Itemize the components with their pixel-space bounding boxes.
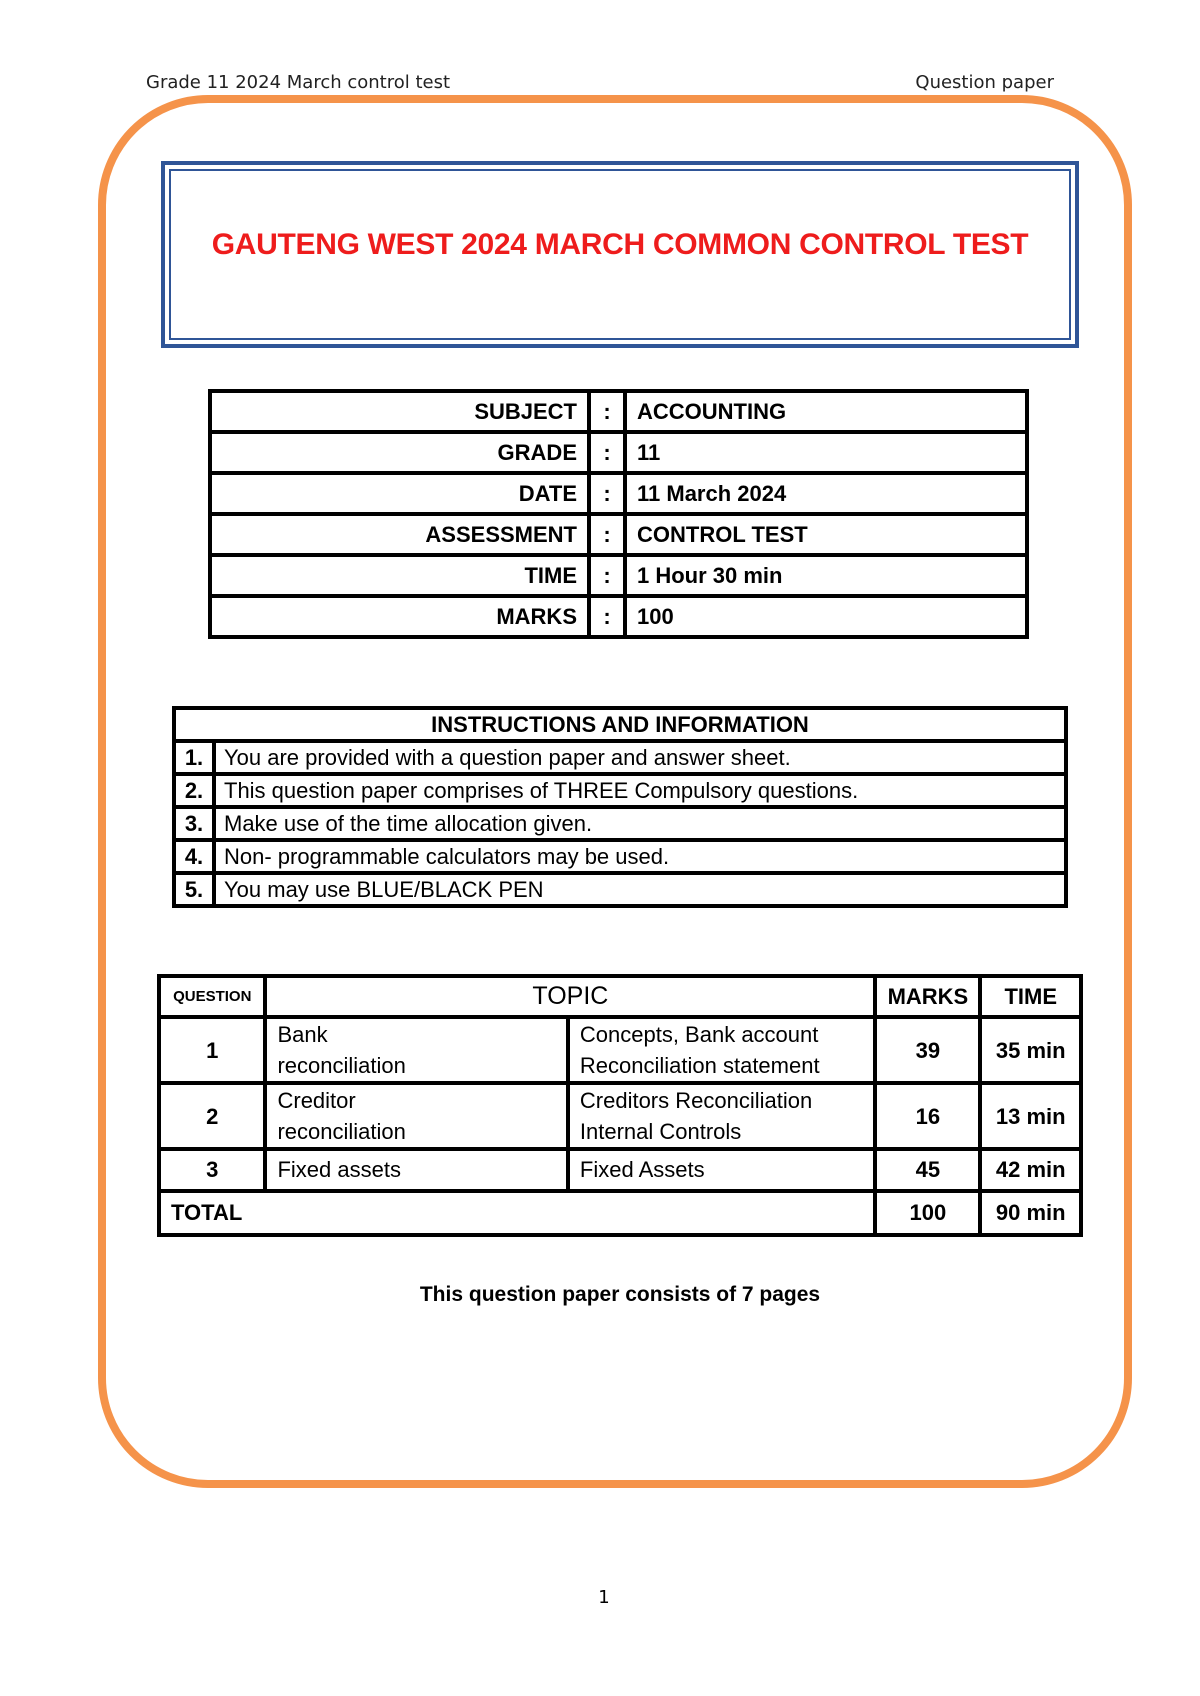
info-label: SUBJECT: [210, 391, 589, 432]
instruction-number: 3.: [174, 807, 214, 840]
instruction-number: 4.: [174, 840, 214, 873]
instruction-text: You are provided with a question paper and answer sheet.: [214, 741, 1066, 774]
header-question: QUESTION: [159, 976, 265, 1017]
total-label: TOTAL: [159, 1191, 875, 1235]
question-row: [159, 1083, 1081, 1149]
info-separator: :: [589, 555, 625, 596]
instructions-heading-row: [174, 708, 1066, 741]
question-marks: 16: [875, 1083, 980, 1149]
question-subtopic: Fixed Assets: [568, 1149, 875, 1191]
total-row: [159, 1191, 1081, 1235]
question-row: [159, 1149, 1081, 1191]
info-row: [210, 555, 1027, 596]
info-label: MARKS: [210, 596, 589, 637]
question-number: 3: [159, 1149, 265, 1191]
question-marks: 45: [875, 1149, 980, 1191]
header-left: Grade 11 2024 March control test: [146, 72, 451, 93]
info-separator: :: [589, 514, 625, 555]
instruction-number: 2.: [174, 774, 214, 807]
question-number: 2: [159, 1083, 265, 1149]
subtopic-line: Reconciliation statement: [579, 1053, 820, 1078]
info-label: TIME: [210, 555, 589, 596]
question-time: 35 min: [980, 1017, 1081, 1083]
question-time: 13 min: [980, 1083, 1081, 1149]
title-inner-border: [169, 169, 1071, 340]
info-row: [210, 432, 1027, 473]
instruction-number: 5.: [174, 873, 214, 906]
instruction-row: [174, 807, 1066, 840]
question-topic: [265, 1083, 567, 1149]
instruction-text: Non- programmable calculators may be used.: [214, 840, 1066, 873]
page-count-note: This question paper consists of 7 pages: [419, 1283, 821, 1306]
info-row: [210, 514, 1027, 555]
instruction-text: This question paper comprises of THREE Compulsory questions.: [214, 774, 1066, 807]
topic-line: Creditor: [277, 1088, 356, 1113]
question-subtopic: [568, 1083, 875, 1149]
questions-header-row: [159, 976, 1081, 1017]
subtopic-line: Concepts, Bank account: [579, 1022, 819, 1047]
info-row: [210, 473, 1027, 514]
info-row: [210, 391, 1027, 432]
page-title: GAUTENG WEST 2024 MARCH COMMON CONTROL TEST: [211, 227, 1029, 261]
title-box: [161, 161, 1079, 348]
info-value: 11: [625, 432, 1027, 473]
subtopic-line: Creditors Reconciliation: [579, 1088, 813, 1113]
question-topic: [265, 1017, 567, 1083]
instructions-table: [172, 706, 1068, 908]
instructions-heading: INSTRUCTIONS AND INFORMATION: [174, 708, 1066, 741]
question-time: 42 min: [980, 1149, 1081, 1191]
header-right: Question paper: [915, 72, 1054, 93]
info-label: ASSESSMENT: [210, 514, 589, 555]
info-separator: :: [589, 432, 625, 473]
info-value: CONTROL TEST: [625, 514, 1027, 555]
header-topic: TOPIC: [265, 976, 875, 1017]
total-time: 90 min: [980, 1191, 1081, 1235]
info-label: GRADE: [210, 432, 589, 473]
info-value: 11 March 2024: [625, 473, 1027, 514]
topic-line: reconciliation: [277, 1053, 406, 1078]
info-value: ACCOUNTING: [625, 391, 1027, 432]
instruction-row: [174, 774, 1066, 807]
info-separator: :: [589, 473, 625, 514]
header-marks: MARKS: [875, 976, 980, 1017]
questions-table: [157, 974, 1083, 1237]
info-separator: :: [589, 596, 625, 637]
info-value: 1 Hour 30 min: [625, 555, 1027, 596]
info-label: DATE: [210, 473, 589, 514]
header-time: TIME: [980, 976, 1081, 1017]
question-marks: 39: [875, 1017, 980, 1083]
question-subtopic: [568, 1017, 875, 1083]
question-topic: Fixed assets: [265, 1149, 567, 1191]
instruction-row: [174, 840, 1066, 873]
instruction-number: 1.: [174, 741, 214, 774]
total-marks: 100: [875, 1191, 980, 1235]
instruction-row: [174, 873, 1066, 906]
info-value: 100: [625, 596, 1027, 637]
info-table: [208, 389, 1029, 639]
subtopic-line: Internal Controls: [579, 1119, 742, 1144]
topic-line: Bank: [277, 1022, 328, 1047]
question-row: [159, 1017, 1081, 1083]
instruction-text: Make use of the time allocation given.: [214, 807, 1066, 840]
instruction-text: You may use BLUE/BLACK PEN: [214, 873, 1066, 906]
topic-line: reconciliation: [277, 1119, 406, 1144]
instruction-row: [174, 741, 1066, 774]
info-row: [210, 596, 1027, 637]
page-number: 1: [598, 1587, 610, 1608]
info-separator: :: [589, 391, 625, 432]
question-number: 1: [159, 1017, 265, 1083]
